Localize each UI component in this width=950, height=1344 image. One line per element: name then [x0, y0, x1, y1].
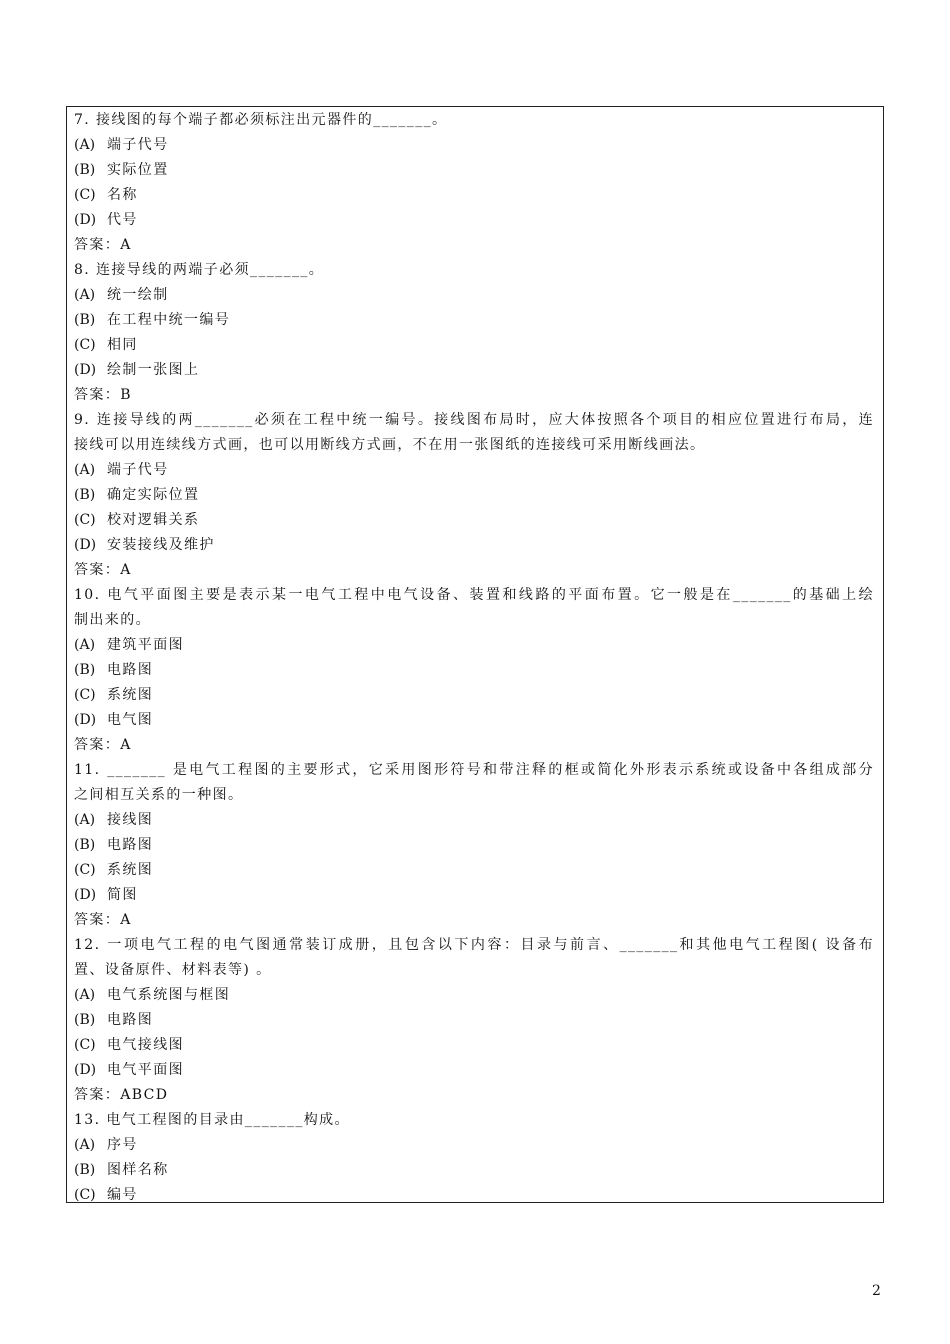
- question-stem: 8. 连接导线的两端子必须_______。: [74, 262, 325, 278]
- question-stem-continued: 接线可以用连续线方式画，也可以用断线方式画，不在用一张图纸的连接线可采用断线画法。: [74, 437, 706, 453]
- option-key: (C): [74, 512, 96, 528]
- option-text: 端子代号: [107, 462, 169, 478]
- option-key: (D): [74, 537, 97, 553]
- option-c: [74, 1033, 874, 1058]
- option-text: 确定实际位置: [107, 487, 200, 503]
- option-b: [74, 833, 874, 858]
- answer-line: 答案：B: [74, 387, 132, 403]
- option-a: [74, 458, 874, 483]
- option-text: 接线图: [107, 812, 154, 828]
- option-d: [74, 208, 874, 233]
- option-text: 实际位置: [107, 162, 169, 178]
- question-stem: 7. 接线图的每个端子都必须标注出元器件的_______。: [74, 112, 448, 128]
- answer-line: 答案：ABCD: [74, 1087, 169, 1103]
- option-text: 电气系统图与框图: [107, 987, 231, 1003]
- option-d: [74, 708, 874, 733]
- option-key: (D): [74, 1062, 97, 1078]
- option-text: 系统图: [107, 687, 154, 703]
- answer-line: 答案：A: [74, 737, 132, 753]
- option-key: (C): [74, 1037, 96, 1053]
- option-text: 简图: [107, 887, 138, 903]
- option-text: 电路图: [107, 1012, 154, 1028]
- option-b: [74, 1008, 874, 1033]
- option-key: (D): [74, 712, 97, 728]
- option-key: (C): [74, 1187, 96, 1203]
- option-text: 校对逻辑关系: [107, 512, 200, 528]
- option-key: (B): [74, 312, 96, 328]
- option-text: 电路图: [107, 662, 154, 678]
- option-b: [74, 308, 874, 333]
- option-d: [74, 533, 874, 558]
- option-a: [74, 983, 874, 1008]
- option-b: [74, 1158, 874, 1183]
- option-key: (B): [74, 662, 96, 678]
- option-text: 相同: [107, 337, 138, 353]
- option-text: 电气接线图: [107, 1037, 184, 1053]
- option-a: [74, 133, 874, 158]
- option-key: (C): [74, 337, 96, 353]
- answer-line: 答案：A: [74, 237, 132, 253]
- option-key: (B): [74, 837, 96, 853]
- question-stem-continued: 制出来的。: [74, 612, 151, 628]
- option-key: (B): [74, 162, 96, 178]
- option-text: 电气图: [107, 712, 154, 728]
- option-key: (A): [74, 812, 96, 828]
- question-stem: 11. _______ 是电气工程图的主要形式，它采用图形符号和带注释的框或简化外形表示系统或设备中各组成部分: [74, 762, 874, 778]
- option-text: 电路图: [107, 837, 154, 853]
- option-c: [74, 1183, 874, 1208]
- option-text: 系统图: [107, 862, 154, 878]
- option-a: [74, 283, 874, 308]
- option-a: [74, 1133, 874, 1158]
- option-text: 编号: [107, 1187, 138, 1203]
- option-text: 统一绘制: [107, 287, 169, 303]
- page-number: 2: [872, 1283, 881, 1299]
- option-a: [74, 808, 874, 833]
- option-text: 图样名称: [107, 1162, 169, 1178]
- option-b: [74, 158, 874, 183]
- option-d: [74, 1058, 874, 1083]
- question-stem: 12. 一项电气工程的电气图通常装订成册，且包含以下内容：目录与前言、_______和其他电气工程图( 设备布: [74, 937, 874, 953]
- option-key: (A): [74, 987, 96, 1003]
- option-c: [74, 508, 874, 533]
- option-c: [74, 683, 874, 708]
- option-text: 电气平面图: [107, 1062, 184, 1078]
- option-key: (B): [74, 1162, 96, 1178]
- option-text: 在工程中统一编号: [107, 312, 231, 328]
- option-key: (A): [74, 462, 96, 478]
- question-stem-continued: 置、设备原件、材料表等) 。: [74, 962, 272, 978]
- question-stem: 9. 连接导线的两_______必须在工程中统一编号。接线图布局时，应大体按照各个项目的相应位置进行布局，连: [74, 412, 874, 428]
- option-key: (A): [74, 287, 96, 303]
- option-text: 安装接线及维护: [107, 537, 215, 553]
- option-text: 端子代号: [107, 137, 169, 153]
- option-text: 代号: [107, 212, 138, 228]
- question-stem-continued: 之间相互关系的一种图。: [74, 787, 244, 803]
- question-list: [74, 108, 874, 1208]
- option-key: (A): [74, 637, 96, 653]
- option-key: (C): [74, 687, 96, 703]
- option-key: (A): [74, 1137, 96, 1153]
- option-b: [74, 658, 874, 683]
- option-a: [74, 633, 874, 658]
- option-text: 名称: [107, 187, 138, 203]
- option-key: (D): [74, 362, 97, 378]
- option-text: 序号: [107, 1137, 138, 1153]
- answer-line: 答案：A: [74, 562, 132, 578]
- option-d: [74, 883, 874, 908]
- option-key: (B): [74, 487, 96, 503]
- option-key: (D): [74, 212, 97, 228]
- option-key: (D): [74, 887, 97, 903]
- question-stem: 13. 电气工程图的目录由_______构成。: [74, 1112, 350, 1128]
- option-text: 建筑平面图: [107, 637, 184, 653]
- answer-line: 答案：A: [74, 912, 132, 928]
- option-key: (C): [74, 187, 96, 203]
- option-b: [74, 483, 874, 508]
- question-stem: 10. 电气平面图主要是表示某一电气工程中电气设备、装置和线路的平面布置。它一般是在_______的基础上绘: [74, 587, 874, 603]
- option-key: (A): [74, 137, 96, 153]
- option-c: [74, 858, 874, 883]
- option-d: [74, 358, 874, 383]
- option-text: 绘制一张图上: [107, 362, 200, 378]
- option-c: [74, 183, 874, 208]
- option-c: [74, 333, 874, 358]
- option-key: (B): [74, 1012, 96, 1028]
- option-key: (C): [74, 862, 96, 878]
